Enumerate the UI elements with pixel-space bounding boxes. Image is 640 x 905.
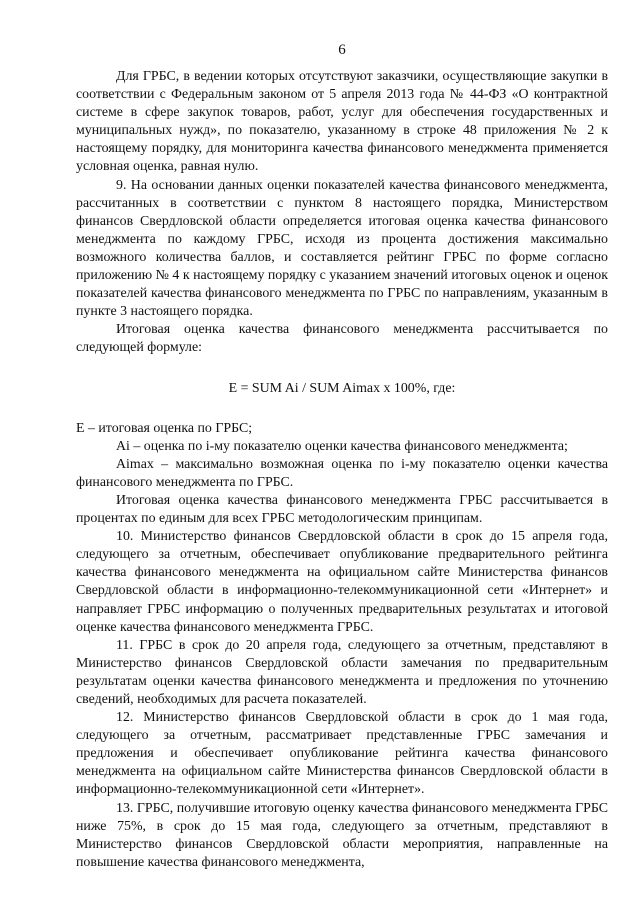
paragraph-item-9: 9. На основании данных оценки показателей качества финансового менеджмента, рассчитанных в соответствии с пунктом 8 настоящего порядка, Министерством финансов Свердловской области определяется итоговая оценка качества финансового менеджмента по каждому ГРБС, исходя из процента достижения максимально возможного количества баллов, и составляется рейтинг ГРБС по форме согласно приложению № 4 к настоящему порядку с указанием значений итоговых оценок и оценок показателей качества финансового менеджмента по ГРБС по направлениям, указанным в пункте 3 настоящего порядка. [76, 177, 608, 320]
definition-e: E – итоговая оценка по ГРБС; [76, 420, 253, 436]
paragraph-item-11: 11. ГРБС в срок до 20 апреля года, следующего за отчетным, представляют в Министерство финансов Свердловской области замечания по предварительным результатам оценки качества финансового менеджмента и предложения по уточнению сведений, необходимых для расчета показателей. [76, 637, 608, 707]
paragraph-item-12: 12. Министерство финансов Свердловской области в срок до 1 мая года, следующего за отчетным, рассматривает представленные ГРБС замечания и предложения и обеспечивает опубликование рейтинга качества финансового менеджмента на официальном сайте Министерства финансов Свердловской области в информационно-телекоммуникационной сети «Интернет». [76, 710, 608, 798]
definition-ai: Ai – оценка по i-му показателю оценки качества финансового менеджмента; [116, 438, 568, 454]
paragraph-item-10: 10. Министерство финансов Свердловской области в срок до 15 апреля года, следующего за отчетным, обеспечивает опубликование предварительного рейтинга качества финансового менеджмента на официальном сайте Министерства финансов Свердловской области в информационно-телекоммуникационной сети «Интернет» и направляет ГРБС информацию о полученных предварительных результатах и итоговой оценке качества финансового менеджмента ГРБС. [76, 529, 608, 635]
paragraph-zero-score-rule: Для ГРБС, в ведении которых отсутствуют заказчики, осуществляющие закупки в соответствии с Федеральным законом от 5 апреля 2013 года № 44-ФЗ «О контрактной системе в сфере закупок товаров, работ, услуг для обеспечения государственных и муниципальных нужд», по показателю, указанному в строке 48 приложения № 2 к настоящему порядку, для мониторинга качества финансового менеджмента применяется условная оценка, равная нулю. [76, 69, 608, 175]
formula: E = SUM Ai / SUM Aimax x 100%, где: [228, 380, 456, 396]
paragraph-percent-rule: Итоговая оценка качества финансового менеджмента ГРБС рассчитывается в процентах по единым для всех ГРБС методологическим принципам. [76, 492, 608, 527]
paragraph-formula-intro: Итоговая оценка качества финансового менеджмента рассчитывается по следующей формуле: [76, 322, 608, 356]
definition-aimax: Aimax – максимально возможная оценка по i-му показателю оценки качества финансового менеджмента по ГРБС. [76, 456, 608, 490]
paragraph-item-13: 13. ГРБС, получившие итоговую оценку качества финансового менеджмента ГРБС ниже 75%, в срок до 15 мая года, следующего за отчетным, представляют в Министерство финансов Свердловской области мероприятия, направленные на повышение качества финансового менеджмента, [76, 800, 608, 870]
document-body [76, 68, 608, 872]
page-number: 6 [338, 42, 346, 58]
